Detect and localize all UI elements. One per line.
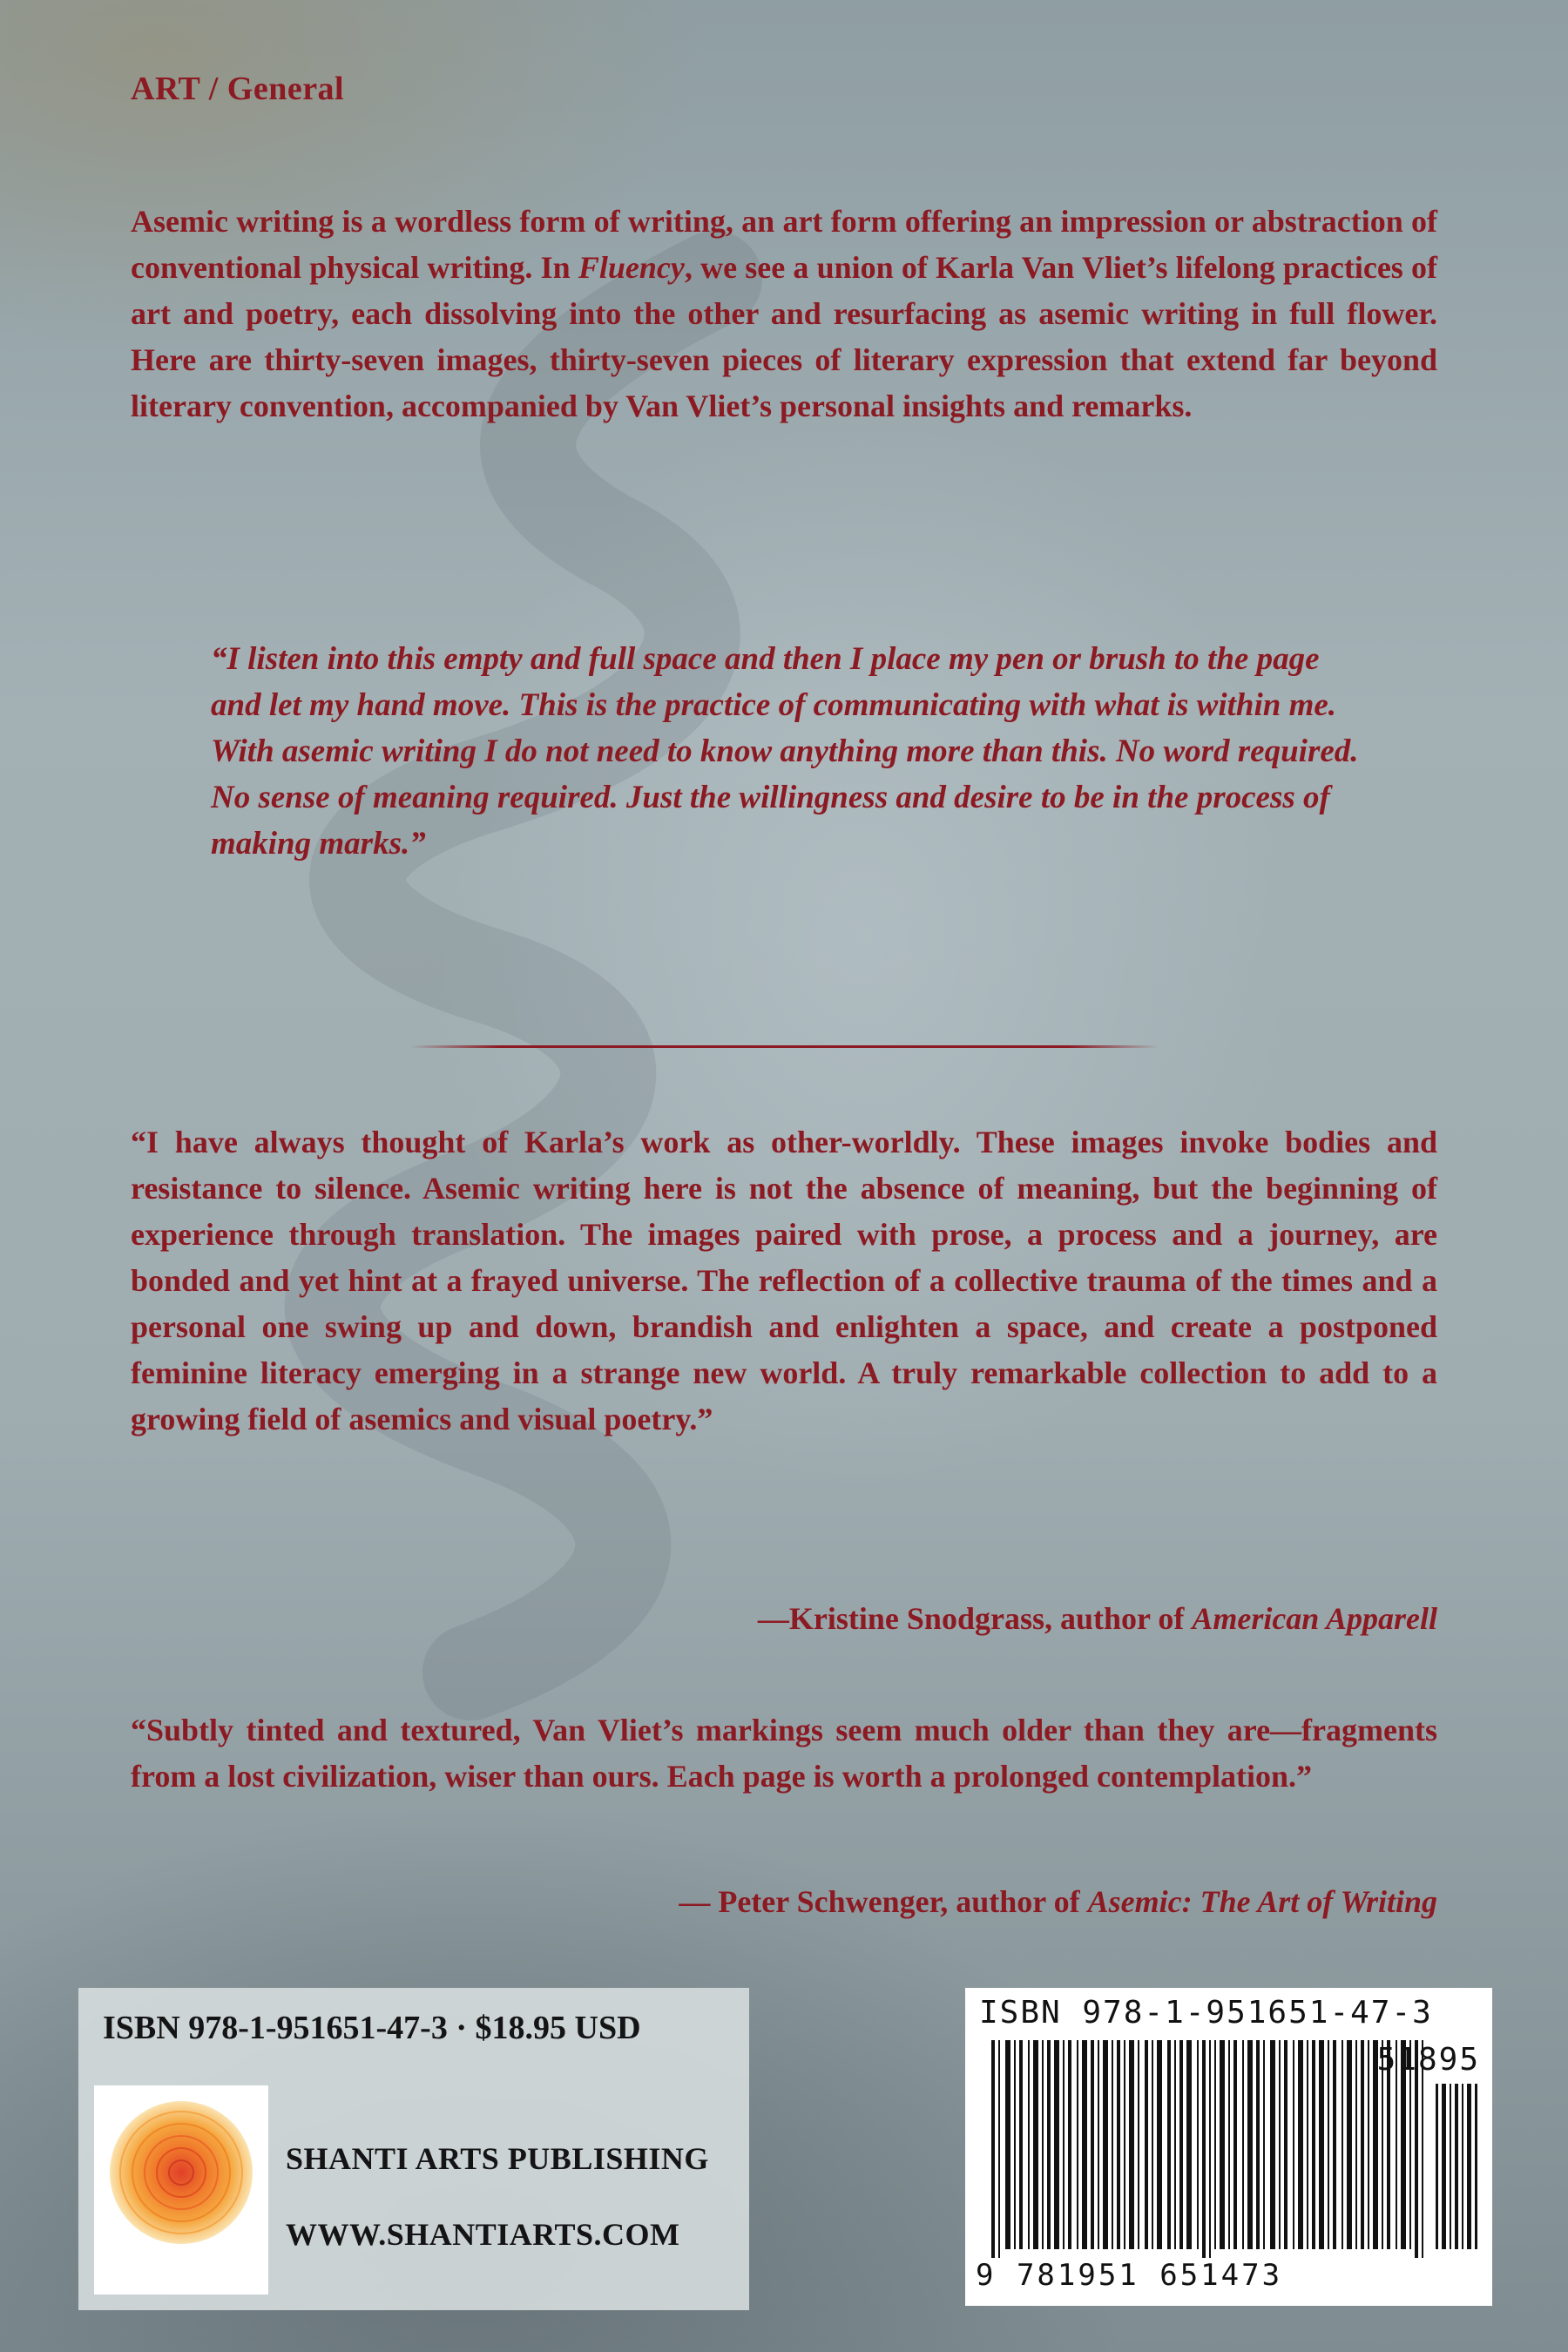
book-description bbox=[131, 199, 1437, 429]
barcode-box bbox=[965, 1988, 1492, 2306]
barcode-price-code: 51895 bbox=[1376, 2042, 1480, 2078]
attribution-author: —Kristine Snodgrass, author of bbox=[757, 1601, 1193, 1636]
attribution-book-title: Asemic: The Art of Writing bbox=[1087, 1884, 1437, 1919]
attribution-author: — Peter Schwenger, author of bbox=[679, 1884, 1088, 1919]
description-part-1: Asemic writing is a wordless form of writing, an art form offering an impression or abstraction of conventional physical writing. In bbox=[131, 204, 1437, 285]
author-quote: “I listen into this empty and full space and then I place my pen or brush to the page and let my hand move. This is the practice of communicating with what is within me. With asemic writing I do not need to know anything more than this. No word required. No sense of meaning required. Just the willingness and desire to be in the process of making marks.” bbox=[211, 641, 1359, 862]
description-part-2: , we see a union of Karla Van Vliet’s lifelong practices of art and poetry, each dissolving into the other and resurfacing as asemic writing in full flower. Here are thirty-seven images, thirty-seven pieces of literary expression that extend far beyond literary convention, accompanied by Van Vliet’s personal insights and remarks. bbox=[131, 250, 1437, 423]
attribution-book-title: American Apparell bbox=[1192, 1601, 1437, 1636]
review-text: “Subtly tinted and textured, Van Vliet’s markings seem much older than they are—fragments from a lost civilization, wiser than ours. Each page is worth a prolonged contemplation.” bbox=[131, 1713, 1437, 1794]
sun-spiral-logo-icon bbox=[94, 2085, 268, 2295]
review-attribution bbox=[758, 1600, 1437, 1637]
review-attribution bbox=[679, 1883, 1437, 1920]
book-title: Fluency bbox=[578, 250, 685, 285]
publisher-name: SHANTI ARTS PUBLISHING bbox=[286, 2141, 709, 2176]
book-category: ART / General bbox=[131, 71, 345, 107]
publisher-website[interactable]: WWW.SHANTIARTS.COM bbox=[286, 2217, 680, 2252]
divider-rule bbox=[409, 1045, 1159, 1048]
barcode-isbn: ISBN 978-1-951651-47-3 bbox=[979, 1995, 1433, 2031]
price-publisher-box bbox=[78, 1988, 749, 2310]
isbn-price: ISBN 978-1-951651-47-3 · $18.95 USD bbox=[103, 2010, 641, 2046]
barcode-digits: 9 781951 651473 bbox=[976, 2258, 1481, 2293]
review-text: “I have always thought of Karla’s work as other-worldly. These images invoke bodies and resistance to silence. Asemic writing here is not the absence of meaning, but the beginning of experience through translation. The images paired with prose, a process and a journey, are bonded and yet hint at a frayed universe. The reflection of a collective trauma of the times and a personal one swing up and down, brandish and enlighten a space, and create a postponed feminine literacy emerging in a strange new world. A truly remarkable collection to add to a growing field of asemics and visual poetry.” bbox=[131, 1125, 1437, 1436]
